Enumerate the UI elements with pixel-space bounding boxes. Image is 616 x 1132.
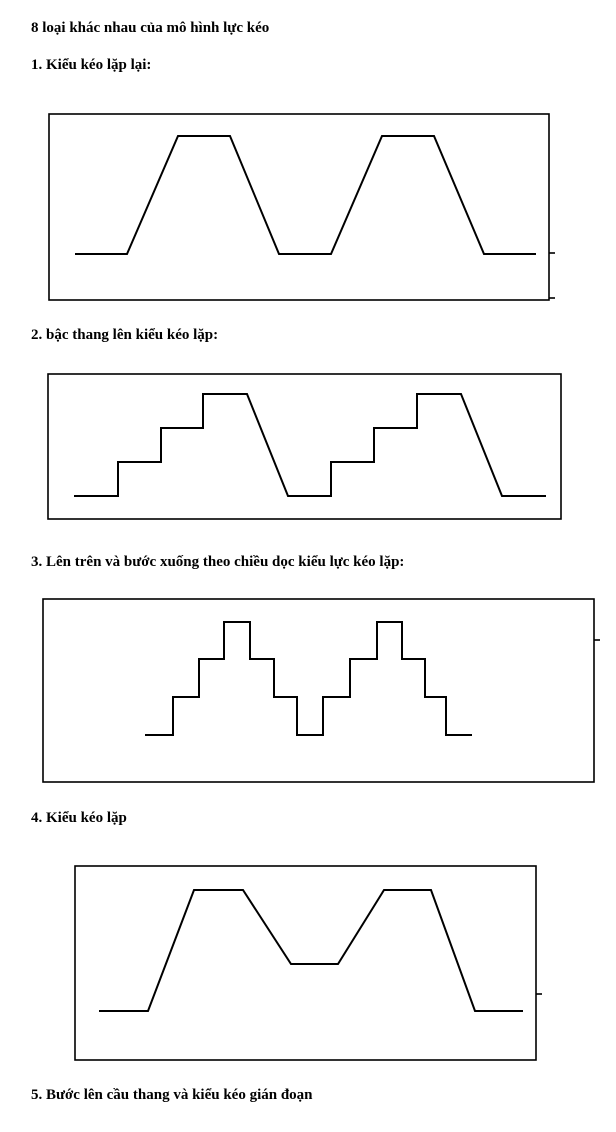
diagram-frame [48,374,561,519]
section-2-heading: 2. bậc thang lên kiểu kéo lặp: [31,327,219,343]
page-title: 8 loại khác nhau của mô hình lực kéo [31,20,270,36]
traction-waveform [99,890,523,1011]
traction-diagram-2 [47,373,565,523]
section-4-heading: 4. Kiểu kéo lặp [31,810,127,826]
traction-waveform [75,136,536,254]
diagram-frame [49,114,549,300]
section-5-heading: 5. Bước lên cầu thang và kiểu kéo gián đoạn [31,1087,313,1103]
section-1-heading: 1. Kiểu kéo lặp lại: [31,57,152,73]
diagram-frame [43,599,594,782]
traction-waveform [74,394,546,496]
traction-diagram-1 [48,112,556,304]
traction-waveform [145,622,472,735]
section-3-heading: 3. Lên trên và bước xuống theo chiều dọc kiểu lực kéo lặp: [31,554,405,570]
traction-diagram-3 [42,597,602,785]
traction-diagram-4 [74,865,544,1063]
